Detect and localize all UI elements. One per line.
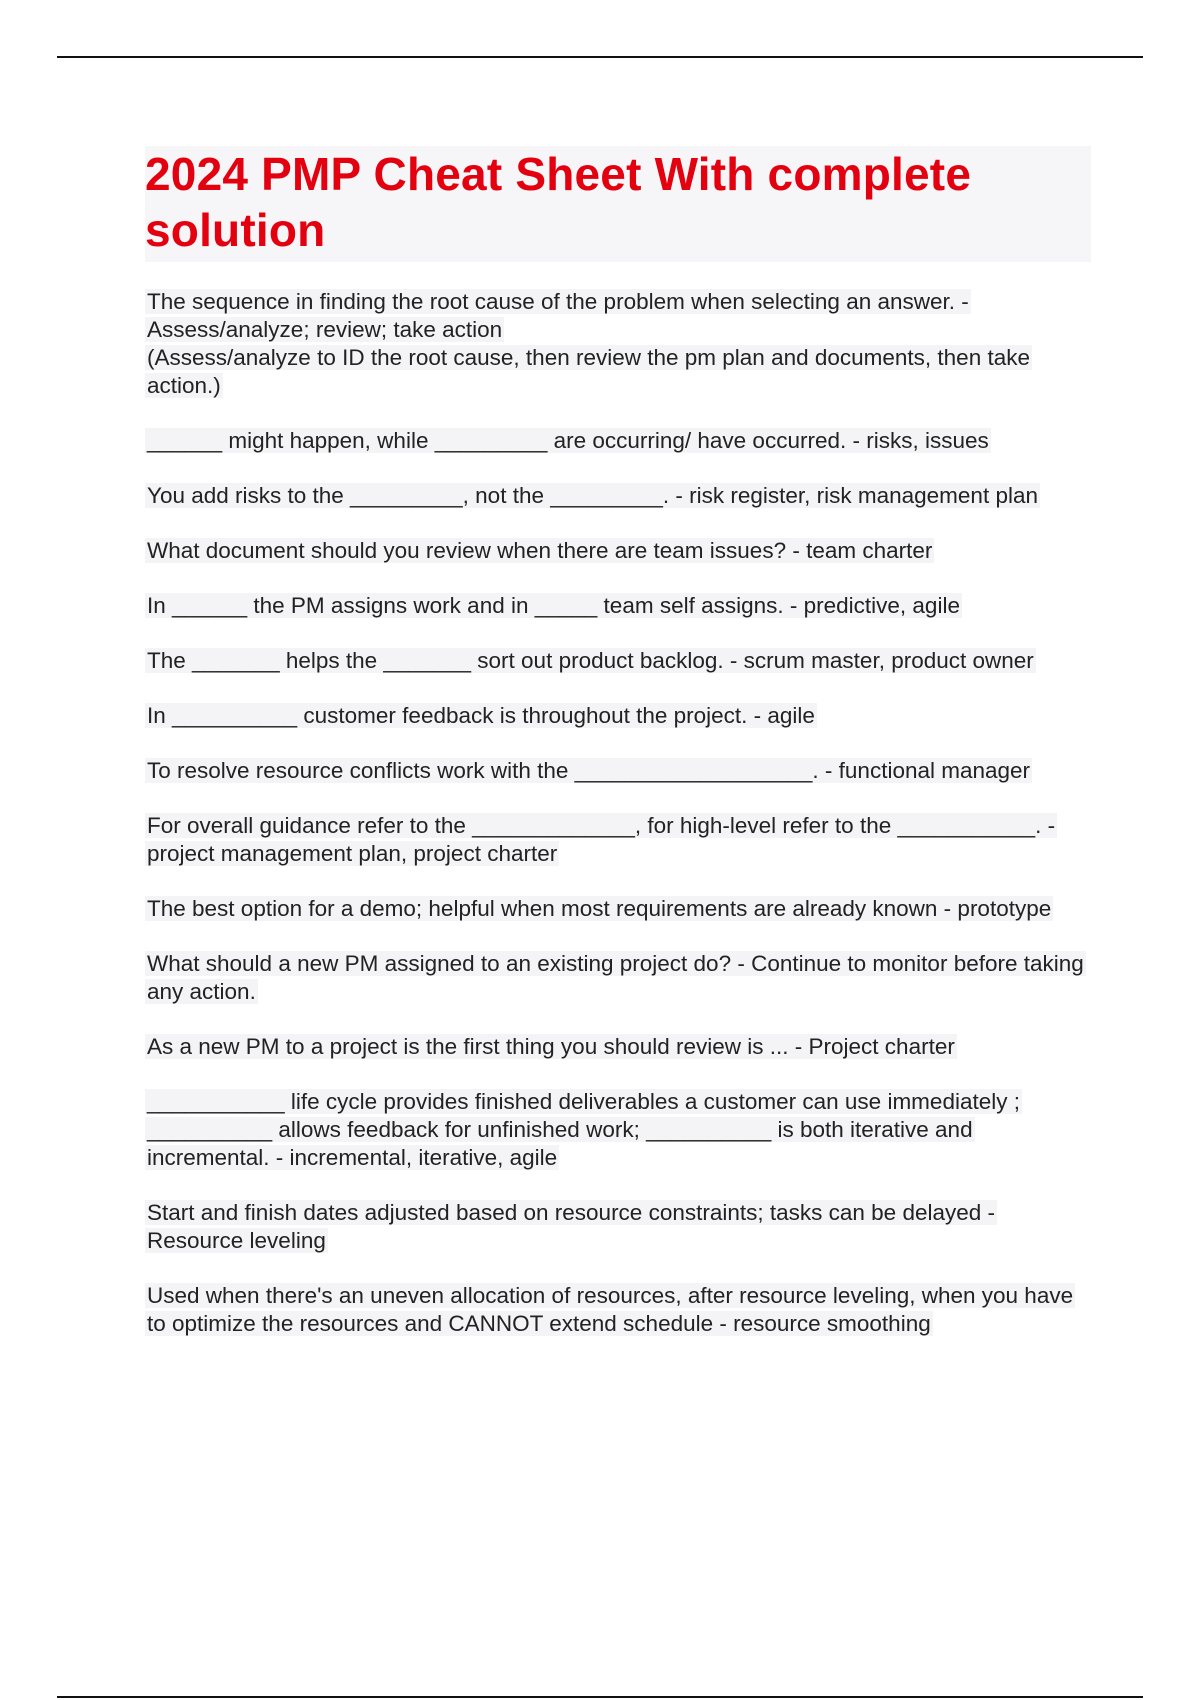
qa-item — [145, 647, 1091, 675]
qa-item — [145, 702, 1091, 730]
qa-item — [145, 537, 1091, 565]
qa-item-text: What document should you review when there are team issues? - team charter — [147, 538, 933, 563]
page-content — [145, 146, 1091, 1365]
qa-item — [145, 288, 1091, 400]
qa-list — [145, 288, 1091, 1338]
top-rule — [57, 56, 1143, 58]
qa-item — [145, 950, 1091, 1006]
qa-item-text: The sequence in finding the root cause of the problem when selecting an answer. - Assess/analyze; review; take action (Assess/analyze to ID the root cause, then review the pm plan and documents, then take action.) — [147, 289, 1030, 398]
qa-item-text: In __________ customer feedback is throughout the project. - agile — [147, 703, 815, 728]
qa-item — [145, 482, 1091, 510]
qa-item — [145, 895, 1091, 923]
qa-item — [145, 812, 1091, 868]
qa-item-text: ___________ life cycle provides finished deliverables a customer can use immediately ; __________ allows feedback for unfinished work; __________ is both iterative and incremental. - incremental, iterative, agile — [147, 1089, 1020, 1170]
qa-item-text: Used when there's an uneven allocation of resources, after resource leveling, when you have to optimize the resources and CANNOT extend schedule - resource smoothing — [147, 1283, 1074, 1336]
bottom-rule — [57, 1696, 1143, 1698]
qa-item-text: What should a new PM assigned to an existing project do? - Continue to monitor before taking any action. — [147, 951, 1084, 1004]
qa-item-text: ______ might happen, while _________ are occurring/ have occurred. - risks, issues — [147, 428, 989, 453]
qa-item — [145, 427, 1091, 455]
qa-item-text: Start and finish dates adjusted based on resource constraints; tasks can be delayed - Resource leveling — [147, 1200, 996, 1253]
qa-item-text: You add risks to the _________, not the _________. - risk register, risk management plan — [147, 483, 1038, 508]
title-block — [145, 146, 1091, 262]
qa-item — [145, 1088, 1091, 1172]
qa-item-text: The _______ helps the _______ sort out product backlog. - scrum master, product owner — [147, 648, 1034, 673]
qa-item-text: As a new PM to a project is the first thing you should review is ... - Project charter — [147, 1034, 955, 1059]
qa-item-text: The best option for a demo; helpful when most requirements are already known - prototype — [147, 896, 1052, 921]
qa-item-text: In ______ the PM assigns work and in _____ team self assigns. - predictive, agile — [147, 593, 960, 618]
qa-item — [145, 1199, 1091, 1255]
document-title: 2024 PMP Cheat Sheet With complete solution — [145, 148, 972, 256]
qa-item — [145, 757, 1091, 785]
qa-item — [145, 1282, 1091, 1338]
qa-item — [145, 592, 1091, 620]
qa-item-text: For overall guidance refer to the _____________, for high-level refer to the ___________. - project management plan, project charter — [147, 813, 1056, 866]
qa-item-text: To resolve resource conflicts work with the ___________________. - functional manager — [147, 758, 1031, 783]
qa-item — [145, 1033, 1091, 1061]
